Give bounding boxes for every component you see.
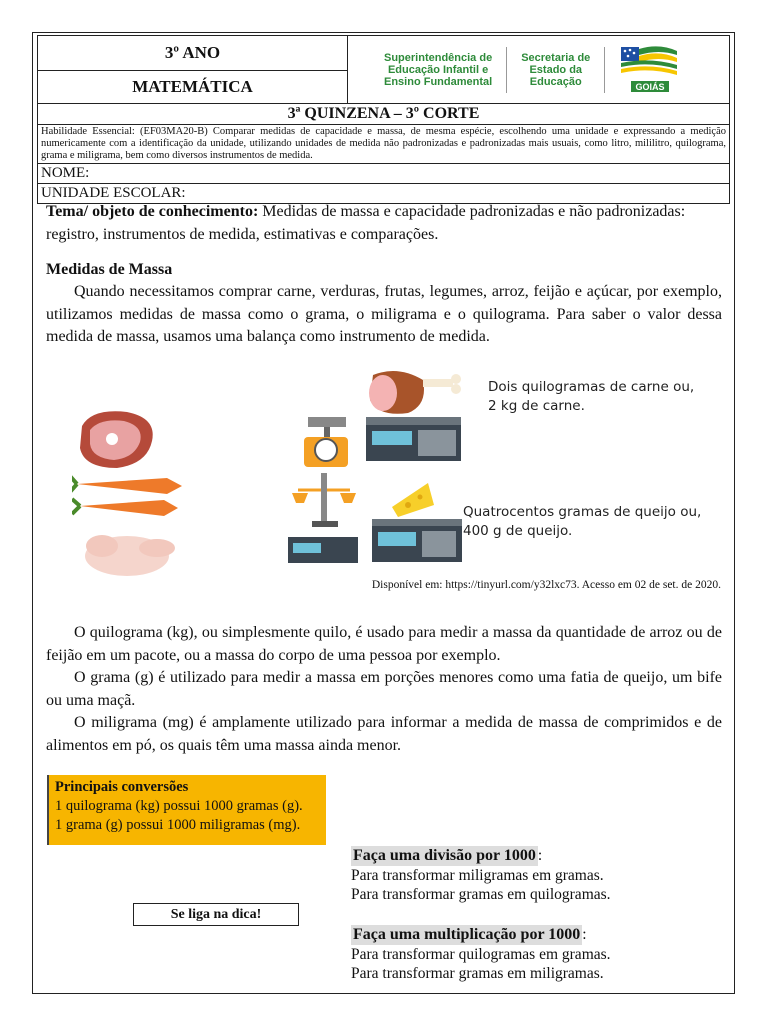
intro-paragraph: Quando necessitamos comprar carne, verduras, frutas, legumes, arroz, feijão e açúcar, por exemplo, utilizamos medidas de massa como o grama, o miligrama e o quilograma. Para saber o valor dessa medida de massa, usamos uma balança como instrumento de medida. xyxy=(46,283,722,345)
multiplication-line: Para transformar gramas em miligramas. xyxy=(351,965,604,982)
tip-box: Se liga na dica! xyxy=(133,903,299,926)
multiplication-title: Faça uma multiplicação por 1000 xyxy=(353,926,581,943)
conversions-title: Principais conversões xyxy=(55,779,189,795)
name-field[interactable]: NOME: xyxy=(38,164,729,184)
digital-scale-icon xyxy=(288,537,358,563)
header-table xyxy=(37,35,730,204)
logos-area xyxy=(348,36,729,103)
superintendencia-logo: Superintendência de Educação Infantil e Ensino Fundamental xyxy=(384,51,493,88)
carrot-icon xyxy=(72,476,182,516)
conversions-box xyxy=(47,775,326,845)
cheese-icon xyxy=(392,483,434,517)
svg-text:GOIÁS: GOIÁS xyxy=(635,81,665,92)
conversion-line: 1 quilograma (kg) possui 1000 gramas (g). xyxy=(55,798,303,814)
mechanical-scale-icon xyxy=(304,417,348,467)
cheese-caption: Quatrocentos gramas de queijo ou, 400 g de queijo. xyxy=(463,504,702,539)
balance-scale-icon xyxy=(292,473,356,527)
school-field[interactable]: UNIDADE ESCOLAR: xyxy=(41,185,186,201)
division-rule: Faça uma divisão por 1000 : Para transformar miligramas em gramas. Para transformar gramas em quilogramas. xyxy=(351,846,711,905)
multiplication-rule: Faça uma multiplicação por 1000 : Para transformar quilogramas em gramas. Para transformar gramas em miligramas. xyxy=(351,925,711,984)
division-line: Para transformar miligramas em gramas. xyxy=(351,866,604,884)
theme-paragraph xyxy=(46,201,722,246)
division-title: Faça uma divisão por 1000 xyxy=(353,847,536,864)
food-illustrations xyxy=(72,406,192,586)
skill-description: Habilidade Essencial: (EF03MA20-B) Comparar medidas de capacidade e massa, de mesma espécie, escolhendo uma unidade e expressando a medição numericamente com a identificação da unidade, utilizando unidades de medida não padronizadas e padronizadas mais usuais, como litro, mililitro, quilograma, grama e miligrama, bem como diversos instrumentos de medida. xyxy=(38,125,729,164)
kilogram-paragraph: O quilograma (kg), ou simplesmente quilo, é usado para medir a massa da quantidade de arroz ou de feijão em um pacote, ou a massa do corpo de uma pessoa por exemplo. xyxy=(46,624,722,664)
grade-label: 3º ANO xyxy=(38,36,347,71)
ham-icon xyxy=(369,371,461,414)
goias-flag-logo xyxy=(619,45,679,95)
gram-paragraph: O grama (g) é utilizado para medir a massa em porções menores como uma fatia de queijo, um bife ou uma maçã. xyxy=(46,669,722,709)
division-line: Para transformar gramas em quilogramas. xyxy=(351,886,611,903)
theme-text: Medidas de massa e capacidade padronizadas e não padronizadas: registro, instrumentos de medida, estimativas e comparações. xyxy=(46,203,686,243)
period-label: 3ª QUINZENA – 3º CORTE xyxy=(38,104,729,125)
units-paragraphs xyxy=(46,622,722,757)
secretaria-logo: Secretaria de Estado da Educação xyxy=(521,51,591,88)
theme-label: Tema/ objeto de conhecimento: xyxy=(46,203,259,220)
steak-icon xyxy=(80,411,153,468)
multiplication-line: Para transformar quilogramas em gramas. xyxy=(351,945,611,963)
meat-caption: Dois quilogramas de carne ou, 2 kg de carne. xyxy=(488,379,695,414)
chicken-icon xyxy=(85,535,175,576)
conversion-line: 1 grama (g) possui 1000 miligramas (mg). xyxy=(55,817,301,833)
section-title: Medidas de Massa xyxy=(46,261,173,278)
image-credit: Disponível em: https://tinyurl.com/y32lxc73. Acesso em 02 de set. de 2020. xyxy=(371,579,721,591)
digital-scale-icon xyxy=(372,519,462,562)
logo-separator xyxy=(506,47,507,93)
logo-separator xyxy=(604,47,605,93)
subject-label: MATEMÁTICA xyxy=(132,77,253,96)
digital-scale-icon xyxy=(366,417,461,461)
milligram-paragraph: O miligrama (mg) é amplamente utilizado para informar a medida de massa de comprimidos e de alimentos em pó, os quais têm uma massa ainda menor. xyxy=(46,714,722,754)
scales-illustration xyxy=(288,365,468,565)
